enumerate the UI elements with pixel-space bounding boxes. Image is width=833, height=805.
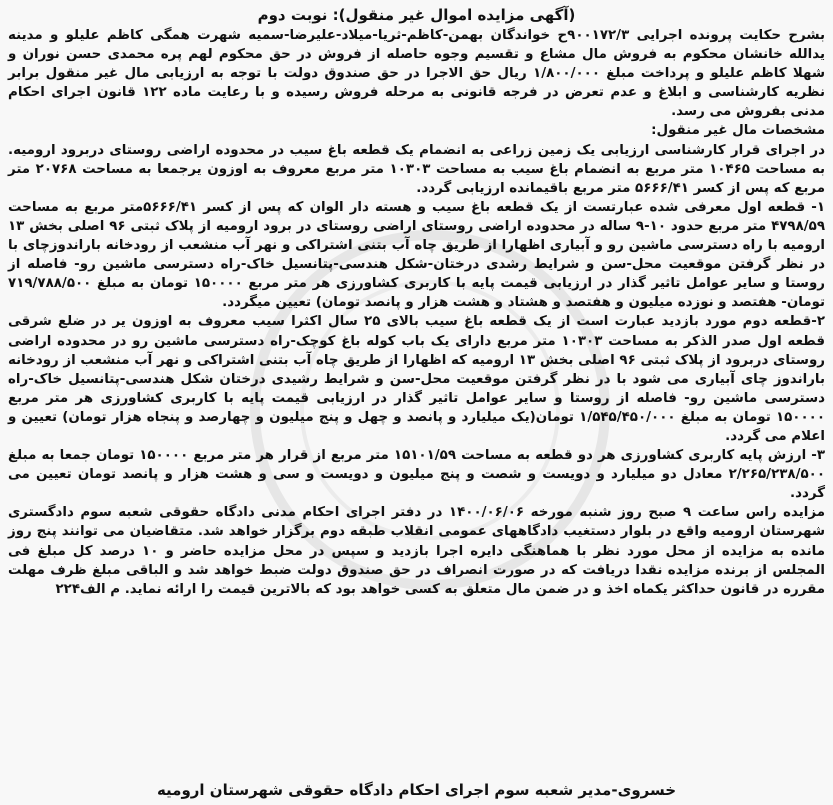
specs-heading: مشخصات مال غیر منقول:	[651, 123, 825, 139]
auction-details-paragraph: مزایده راس ساعت ۹ صبح روز شنبه مورخه ۱۴۰۰/۰۶/۰۶ در دفتر اجرای احکام مدنی دادگاه حقوقی شعبه سوم دادگستری شهرستان ارومیه واقع در بلوار دستغیب دادگاههای عمومی انقلاب طبقه دوم برگزار خواهد شد. متقاضیان می توانند پنج روز مانده به مزایده از محل مورد نظر با هماهنگی دایره اجرا بازدید و سپس در محل مزایده حاضر و ۱۰ درصد کل مبلغ فی المجلس از برنده مزایده نقدا دریافت که در صورت انصراف در حق صندوق دولت ضبط خواهد شد و الباقی مبلغ ظرف مهلت مقرره در قانون حداکثر یکماه اخذ و در ضمن مال متعلق به کسی خواهد بود که بالاترین قیمت را ارائه نماید. م الف۲۲۴	[8, 505, 826, 597]
notice-title: (آگهی مزایده اموال غیر منقول): نوبت دوم	[257, 6, 576, 24]
item-1-paragraph: ۱- قطعه اول معرفی شده عبارتست از یک قطعه باغ سیب و هسته دار الوان که پس از کسر ۵۶۶۶/۴۱متر مربع به مساحت ۴۷۹۸/۵۹ متر مربع حدود ۱۰-۹ ساله در محدوده اراضی روستای اراضی روستای در برود ارومیه از پلاک ثبتی ۹۶ اصلی بخش ۱۳ ارومیه با راه دسترسی ماشین رو و آبیاری اظهارا از طریق چاه آب بتنی اشتراکی و نهر آب منشعب از رودخانه باراندوزچای با در نظر گرفتن موقعیت محل-سن و شرایط رشدی درختان-شکل هندسی-پتانسیل خاک-راه دسترسی ماشین رو- فاصله از روستا و سایر عوامل تاثیر گذار در ارزیابی قیمت پایه با کاربری کشاورزی هر متر مربع ۱۵۰۰۰۰ تومان به مبلغ ۷۱۹/۷۸۸/۵۰۰ تومان- هفتصد و نوزده میلیون و هفتصد و هشتاد و هشت هزار و پانصد تومان) تعیین میگردد.	[8, 199, 825, 311]
notice-intro: بشرح حکایت پرونده اجرایی ۹۰۰۱۷۲/۳ح خواندگان بهمن-کاظم-ثریا-میلاد-علیرضا-سمیه شهرت همگی کاظم علیلو و مدینه یدالله خانشان محکوم به فروش مال مشاع و تقسیم وجوه حاصله از فروش در حق محکوم لهم پره محمدی حسن نوران و شهلا کاظم علیلو و پرداخت مبلغ ۱/۸۰۰/۰۰۰ ریال حق الاجرا در حق صندوق دولت با توجه به ارزیابی مال غیر منقول برابر نظریه کارشناسی و ابلاغ و عدم تعرض در فرجه قانونی به مرحله فروش رسیده و با رعایت ماده ۱۲۲ قانون اجرای احکام مدنی بفروش می رسد.	[8, 28, 826, 120]
item-3-paragraph: ۳- ارزش پایه کاربری کشاورزی هر دو قطعه به مساحت ۱۵۱۰۱/۵۹ متر مربع از قرار هر متر مربع ۱۵۰۰۰۰ تومان جمعا به مبلغ ۲/۲۶۵/۲۳۸/۵۰۰ معادل دو میلیارد و دویست و شصت و پنج میلیون و دویست و سی و هشت هزار و پانصد تومان تعیین می گردد.	[8, 448, 825, 502]
signature-line: خسروی-مدیر شعبه سوم اجرای احکام دادگاه حقوقی شهرستان ارومیه	[156, 781, 677, 799]
item-2-paragraph: ۲-قطعه دوم مورد بازدید عبارت است از یک قطعه باغ سیب بالای ۲۵ سال اکثرا سیب معروف به اوزون یر در ضلع شرقی قطعه اول صدر الذکر به مساحت ۱۰۳۰۳ متر مربع دارای یک باب کوله باغ کوچک-راه دسترسی ماشین رو در محدوده اراضی روستای دربرود از پلاک ثبتی ۹۶ اصلی بخش ۱۳ ارومیه که اظهارا از طریق چاه آب بتنی اشتراکی و نهر آب منشعب از رودخانه باراندوز چای آبیاری می شود با در نظر گرفتن موقعیت محل-سن و شرایط رشیدی درختان شکل هندسی-پتانسیل خاک-راه دسترسی ماشین رو- فاصله از روستا و سایر عوامل تاثیر گذار در ارزیابی قیمت پایه با کاربری کشاورزی هر متر مربع ۱۵۰۰۰۰ تومان به مبلغ ۱/۵۴۵/۴۵۰/۰۰۰ تومان(یک میلیارد و پانصد و چهل و پنج میلیون و چهارصد و پنجاه هزار تومان) تعیین و اعلام می گردد.	[8, 314, 826, 444]
specs-intro: در اجرای قرار کارشناسی ارزیابی یک زمین زراعی به انضمام یک قطعه باغ سیب در محدوده اراضی روستای دربرود ارومیه. به مساحت ۱۰۴۶۵ متر مربع به انضمام باغ سیب به مساحت ۱۰۳۰۳ متر مربع معروف به اوزون یرجمعا به مساحت ۲۰۷۶۸ متر مربع که پس از کسر ۵۶۶۶/۴۱ متر مربع باقیمانده ارزیابی گردد.	[8, 142, 825, 196]
